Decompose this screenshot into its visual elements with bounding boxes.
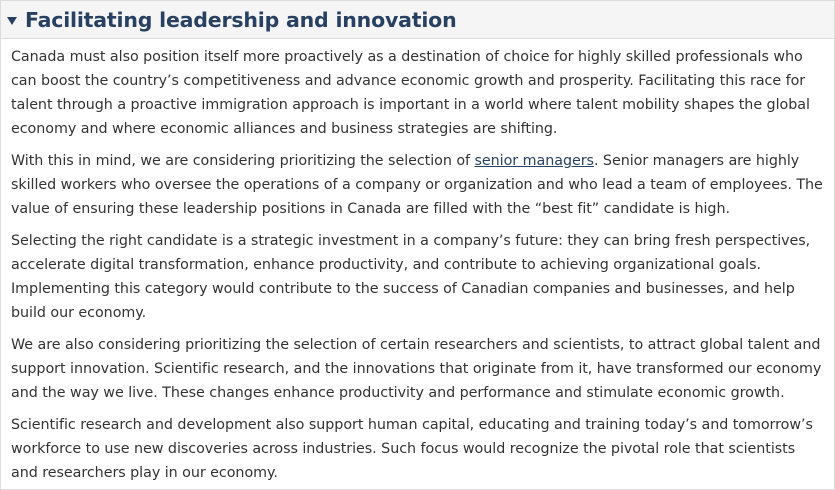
section-title[interactable]: Facilitating leadership and innovation — [25, 7, 457, 32]
section-content — [1, 39, 834, 485]
paragraph-1: Canada must also position itself more proactively as a destination of choice for highly skilled professionals who can boost the country’s competitiveness and advance economic growth and prosperity. Facilitating this race for talent through a proactive immigration approach is important in a world where talent mobility shapes the global economy and where economic alliances and business strategies are shifting. — [11, 49, 810, 137]
paragraph-2-text-start: With this in mind, we are considering prioritizing the selection of — [11, 153, 475, 169]
section-toggle[interactable] — [1, 1, 834, 39]
paragraph-5: Scientific research and development also support human capital, educating and training today’s and tomorrow’s workforce to use new discoveries across industries. Such focus would recognize the pivotal role that scientists and researchers play in our economy. — [11, 417, 813, 481]
paragraph-2-text-end: . Senior managers are highly skilled workers who oversee the operations of a company or organization and who lead a team of employees. The value of ensuring these leadership positions in Canada are filled with the “best fit” candidate is high. — [11, 153, 823, 217]
senior-managers-link[interactable]: senior managers — [474, 153, 594, 169]
paragraph-4: We are also considering prioritizing the selection of certain researchers and scientists, to attract global talent and support innovation. Scientific research, and the innovations that originate from it, have transformed our economy and the way we live. These changes enhance productivity and performance and stimulate economic growth. — [11, 337, 822, 401]
paragraph-2 — [11, 149, 824, 221]
paragraph-3: Selecting the right candidate is a strategic investment in a company’s future: they can bring fresh perspectives, accelerate digital transformation, enhance productivity, and contribute to achieving organizational goals. Implementing this category would contribute to the success of Canadian companies and businesses, and help build our economy. — [11, 233, 811, 321]
triangle-down-icon[interactable] — [7, 17, 17, 25]
